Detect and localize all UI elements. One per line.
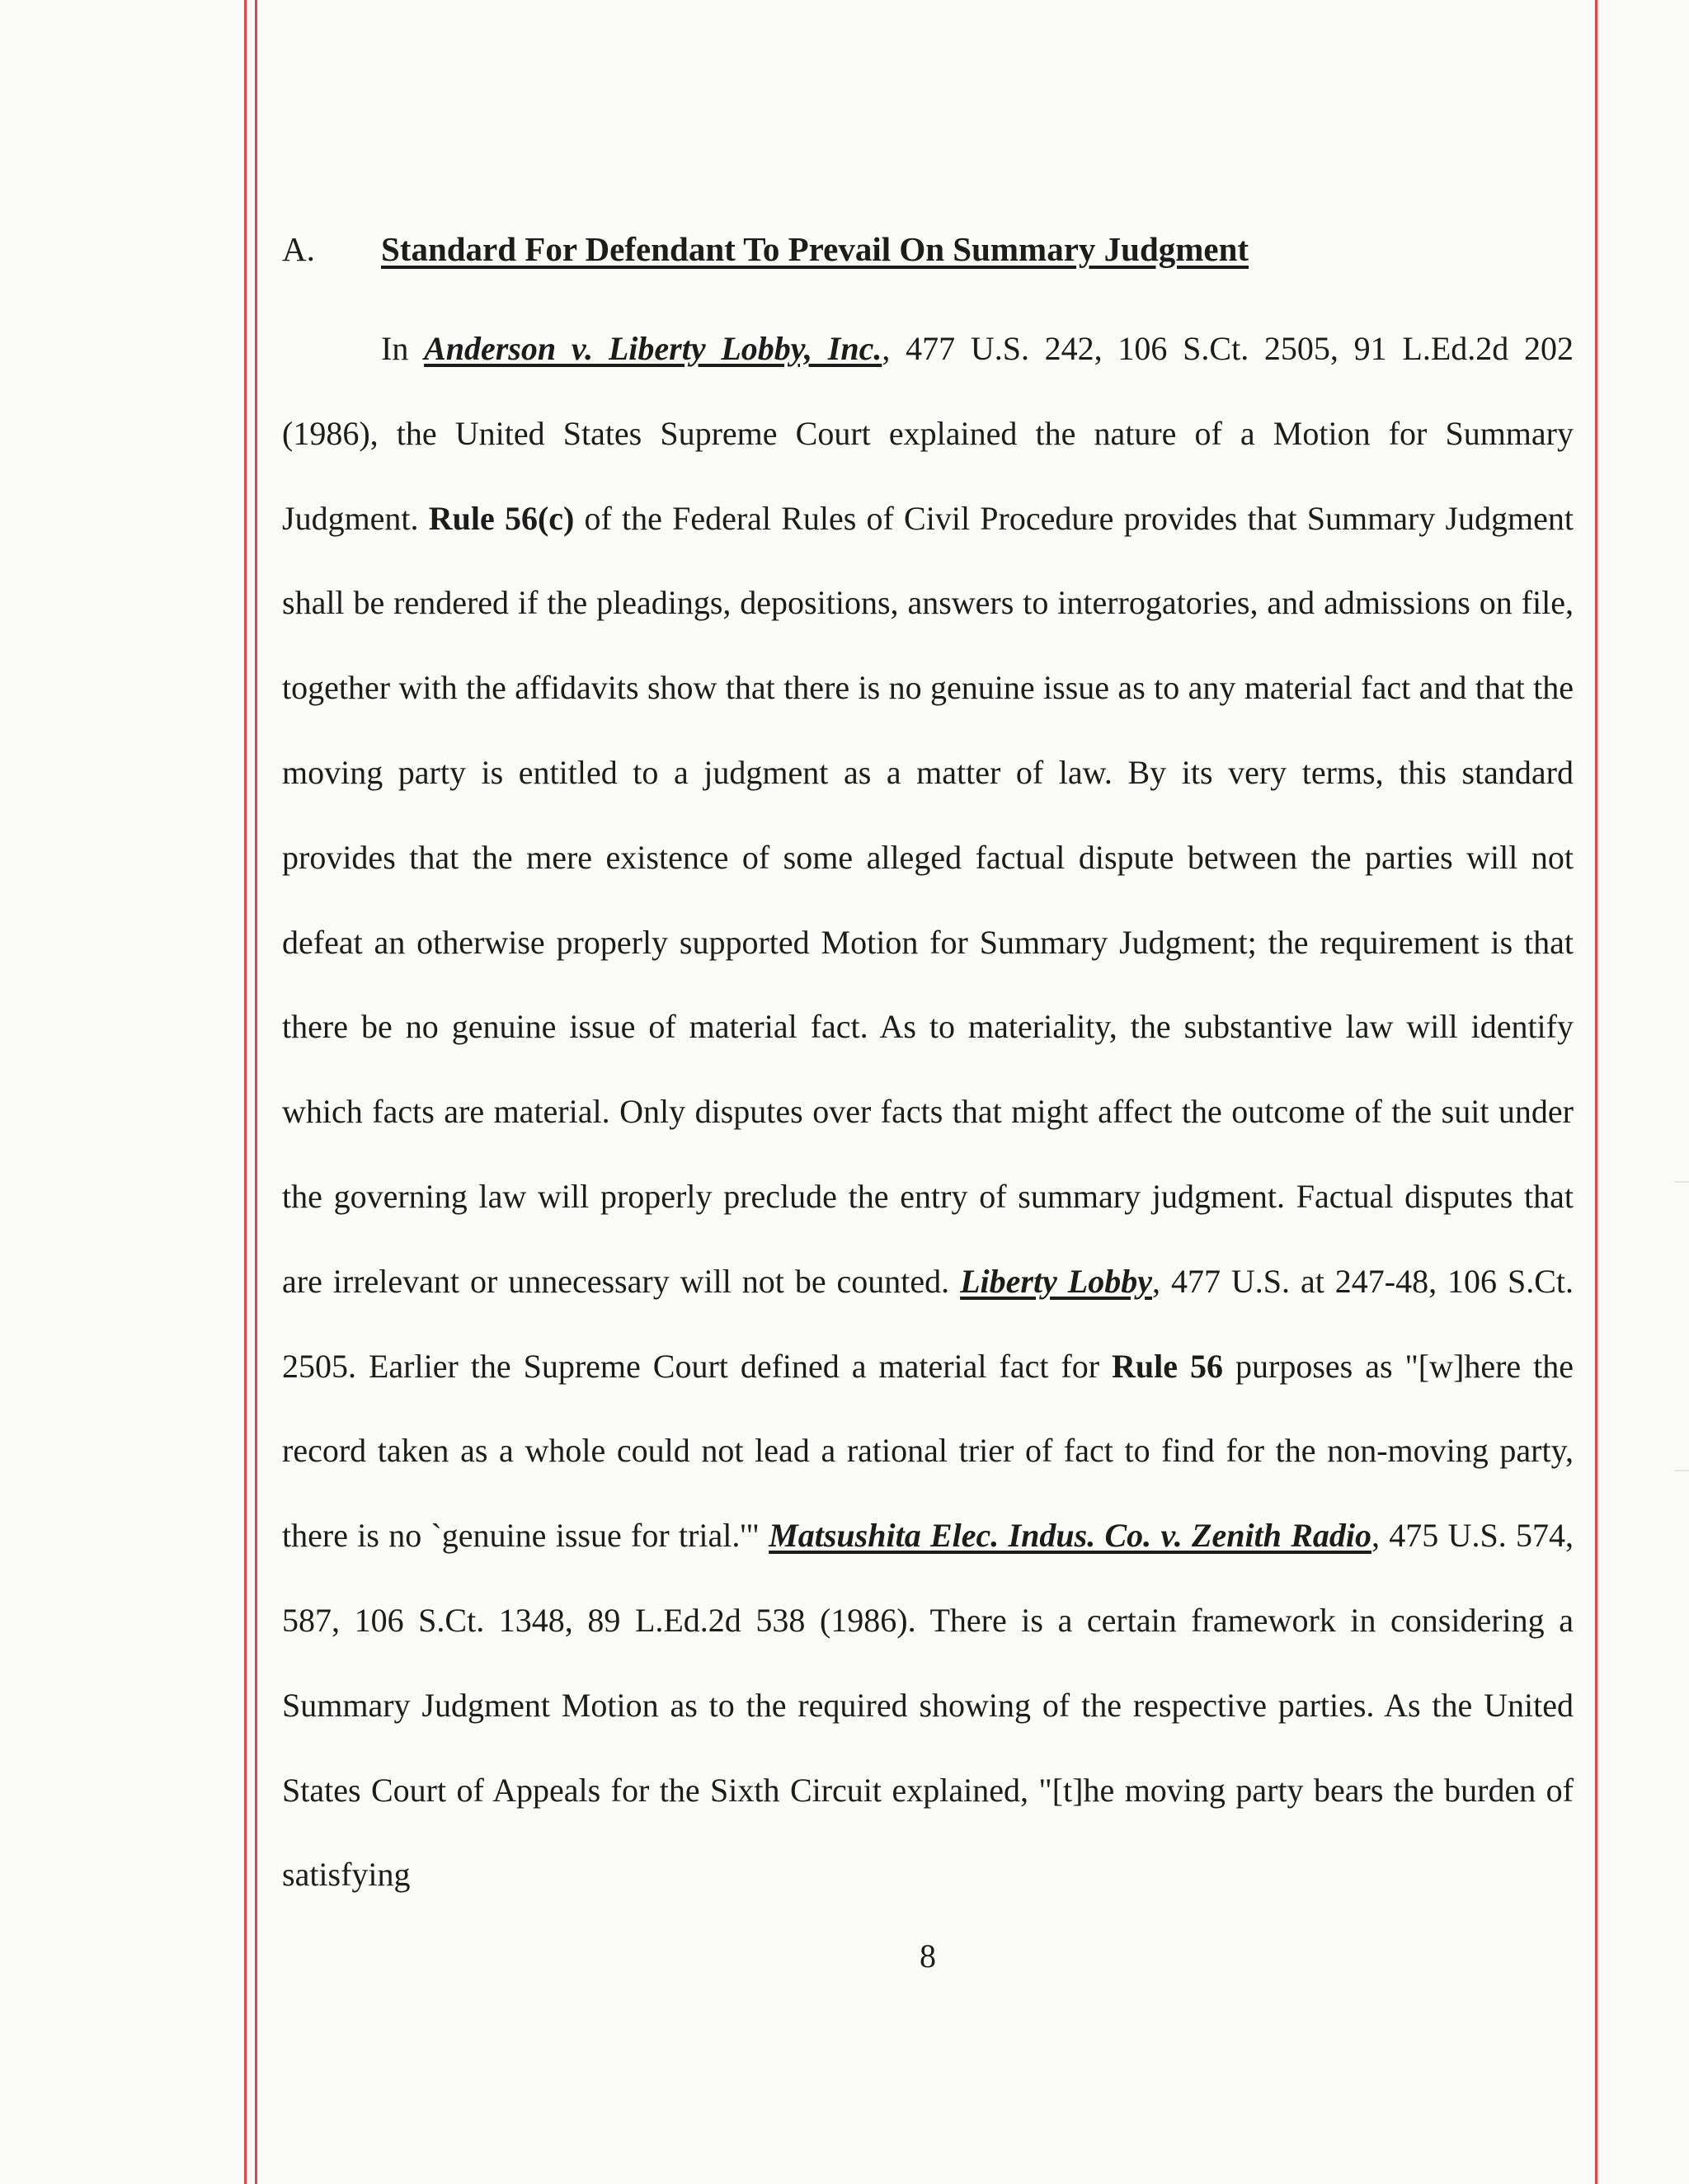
case-citation: Liberty Lobby [960,1262,1152,1300]
rule-reference: Rule 56 [1112,1347,1224,1385]
left-margin-rule-outer [244,0,247,2184]
text-run: purposes as "[w]here the record taken as a whole could not lead a rational trier of fact to find for the non-moving party, there is no `genuine issue for trial.'" [282,1347,1574,1555]
body-text [282,307,1574,1918]
paragraph [282,307,1574,1918]
case-citation: Matsushita Elec. Indus. Co. v. Zenith Radio [769,1517,1371,1555]
case-citation: Anderson v. Liberty Lobby, Inc. [424,330,882,367]
text-run: , 475 U.S. 574, 587, 106 S.Ct. 1348, 89 L.Ed.2d 538 (1986). There is a certain framework in considering a Summary Judgment Motion as to the required showing of the respective parties. As the United States Court of Appeals for the Sixth Circuit explained, "[t]he moving party bears the burden of satisfying [282,1517,1574,1894]
left-margin-rule-inner [255,0,257,2184]
section-title: Standard For Defendant To Prevail On Summary Judgment [381,230,1249,268]
rule-reference: Rule 56(c) [428,499,575,537]
section-letter: A. [282,230,315,268]
text-run: , 477 U.S. at 247-48, 106 S.Ct. 2505. Earlier the Supreme Court defined a material fact for [282,1262,1574,1385]
scan-edge-mark [1674,1181,1689,1183]
text-run: of the Federal Rules of Civil Procedure provides that Summary Judgment shall be rendered if the pleadings, depositions, answers to interrogatories, and admissions on file, together with the affidavits show that there is no genuine issue as to any material fact and that the moving party is entitled to a judgment as a matter of law. By its very terms, this standard provides that the mere existence of some alleged factual dispute between the parties will not defeat an otherwise properly supported Motion for Summary Judgment; the requirement is that there be no genuine issue of material fact. As to materiality, the substantive law will identify which facts are material. Only disputes over facts that might affect the outcome of the suit under the governing law will properly preclude the entry of summary judgment. Factual disputes that are irrelevant or unnecessary will not be counted. [282,499,1574,1300]
text-run: In [381,330,425,367]
text-run: , 477 U.S. 242, 106 S.Ct. 2505, 91 L.Ed.2d 202 (1986), the United States Supreme Court explained the nature of a Motion for Summary Judgment. [282,330,1574,537]
section-heading [282,224,1249,274]
right-margin-rule [1595,0,1597,2184]
page-number: 8 [920,1937,936,1975]
scan-edge-mark [1674,1470,1689,1471]
